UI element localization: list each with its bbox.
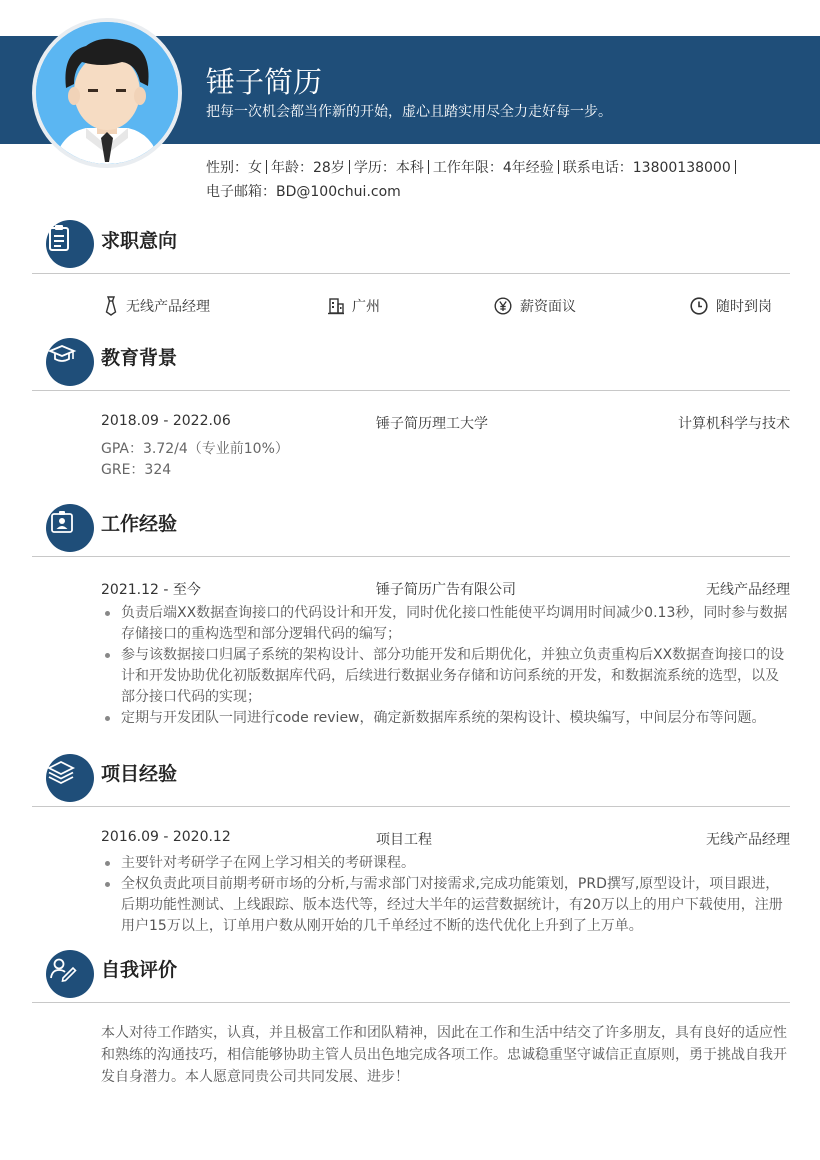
- education-gpa: GPA：3.72/4（专业前10%）: [101, 441, 289, 457]
- project-name: 项目工程: [376, 832, 432, 848]
- section-icon-evaluation: [46, 950, 94, 998]
- section-divider: [32, 556, 790, 557]
- layers-icon: [46, 754, 94, 802]
- building-icon: [328, 297, 344, 315]
- section-title-evaluation: 自我评价: [101, 959, 178, 981]
- project-row: [101, 829, 790, 848]
- section-divider: [32, 1002, 790, 1003]
- section-divider: [32, 806, 790, 807]
- section-title-work: 工作经验: [101, 513, 178, 535]
- intent-position: [104, 296, 210, 316]
- list-item: 主要针对考研学子在网上学习相关的考研课程。: [101, 853, 791, 874]
- section-icon-work: [46, 504, 94, 552]
- section-icon-intent: [46, 220, 94, 268]
- info-divider: [266, 160, 267, 174]
- user-edit-icon: [46, 950, 94, 998]
- list-item: 参与该数据接口归属子系统的架构设计、部分功能开发和后期优化，并独立负责重构后XX数据查询接口的设计和开发协助优化初版数据库代码，后续进行数据业务存储和访问系统的开发，和数据流系统的选型，以及部分接口代码的实现；: [101, 645, 791, 708]
- info-phone: 联系电话：13800138000: [562, 160, 731, 176]
- section-divider: [32, 390, 790, 391]
- section-title-education: 教育背景: [101, 347, 178, 369]
- evaluation-text: 本人对待工作踏实，认真，并且极富工作和团队精神，因此在工作和生活中结交了许多朋友，具有良好的适应性和熟练的沟通技巧，相信能够协助主管人员出色地完成各项工作。忠诚稳重坚守诚信正直原则，勇于挑战自我开发自身潜力。本人愿意同贵公司共同发展、进步！: [101, 1025, 787, 1085]
- work-role: 无线产品经理: [706, 582, 790, 598]
- info-email: 电子邮箱：BD@100chui.com: [206, 184, 401, 200]
- intent-salary: [494, 296, 576, 316]
- clock-icon: [690, 297, 708, 315]
- list-item: 负责后端XX数据查询接口的代码设计和开发，同时优化接口性能使平均调用时间减少0.13秒，同时参与数据存储接口的重构选型和部分逻辑代码的编写；: [101, 603, 791, 645]
- section-icon-project: [46, 754, 94, 802]
- info-divider: [735, 160, 736, 174]
- personal-info: [206, 156, 786, 204]
- intent-position-label: 无线产品经理: [126, 299, 210, 315]
- avatar: [32, 18, 182, 168]
- info-age: 年龄：28岁: [271, 160, 345, 176]
- graduation-cap-icon: [46, 338, 94, 386]
- resume-motto: 把每一次机会都当作新的开始，虚心且踏实用尽全力走好每一步。: [206, 104, 612, 120]
- section-title-intent: 求职意向: [101, 230, 178, 252]
- education-period: 2018.09 - 2022.06: [101, 413, 231, 429]
- section-divider: [32, 273, 790, 274]
- intent-city-label: 广州: [352, 299, 380, 315]
- yen-coin-icon: [494, 297, 512, 315]
- education-gre: GRE：324: [101, 462, 172, 478]
- project-period: 2016.09 - 2020.12: [101, 829, 231, 845]
- education-school: 锤子简历理工大学: [376, 416, 488, 432]
- work-row: [101, 579, 790, 599]
- work-company: 锤子简历广告有限公司: [376, 582, 516, 598]
- clipboard-icon: [46, 220, 94, 268]
- info-divider: [349, 160, 350, 174]
- intent-salary-label: 薪资面议: [520, 299, 576, 315]
- intent-city: [328, 296, 380, 316]
- work-bullets: [101, 603, 791, 729]
- project-role: 无线产品经理: [706, 832, 790, 848]
- list-item: 定期与开发团队一同进行code review，确定新数据库系统的架构设计、模块编写，中间层分布等问题。: [101, 708, 791, 729]
- info-degree: 学历：本科: [353, 160, 424, 176]
- avatar-person-icon: [36, 22, 178, 164]
- info-divider: [558, 160, 559, 174]
- education-major: 计算机科学与技术: [678, 416, 790, 432]
- section-icon-education: [46, 338, 94, 386]
- info-years: 工作年限：4年经验: [432, 160, 554, 176]
- info-gender: 性别：女: [206, 160, 262, 176]
- id-badge-icon: [46, 504, 94, 552]
- section-title-project: 项目经验: [101, 763, 178, 785]
- intent-availability: [690, 296, 772, 316]
- info-divider: [428, 160, 429, 174]
- tie-icon: [104, 296, 118, 316]
- resume-name: 锤子简历: [206, 65, 323, 99]
- education-row: [101, 413, 790, 432]
- project-bullets: [101, 853, 791, 937]
- work-period: 2021.12 - 至今: [101, 582, 201, 598]
- intent-availability-label: 随时到岗: [716, 299, 772, 315]
- list-item: 全权负责此项目前期考研市场的分析,与需求部门对接需求,完成功能策划，PRD撰写,原型设计，项目跟进，后期功能性测试、上线跟踪、版本迭代等，经过大半年的运营数据统计，有20万以上的用户下载使用，注册用户15万以上，订单用户数从刚开始的几千单经过不断的迭代优化上升到了上万单。: [101, 874, 791, 937]
